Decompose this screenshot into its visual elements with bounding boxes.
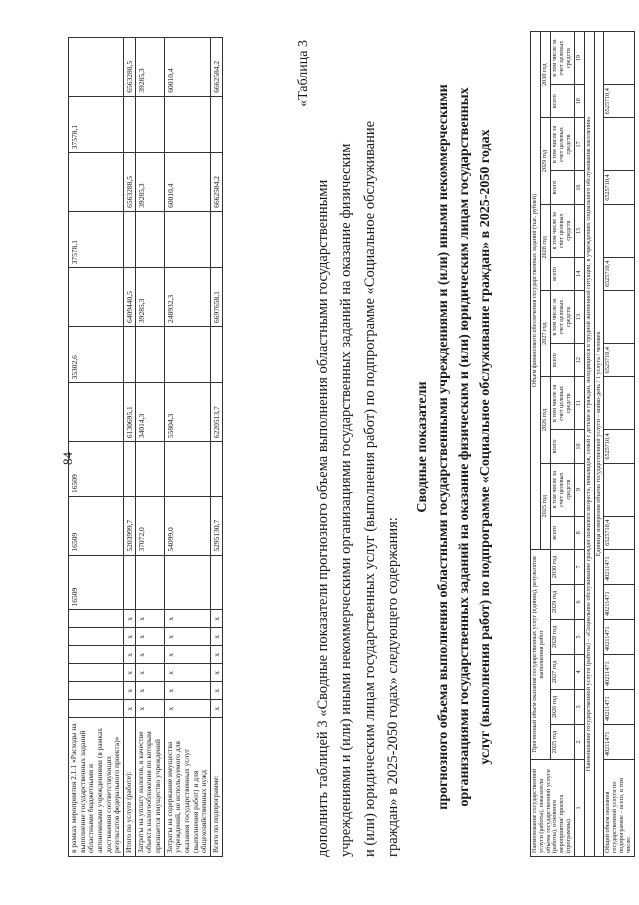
column-number: 4 — [574, 654, 584, 689]
sub-header: всего — [550, 430, 574, 463]
sub-header: всего — [550, 257, 574, 290]
value-cell: 54099,0 — [164, 496, 210, 555]
sub-header: в том числе за счет целевых средств — [550, 291, 574, 344]
year-header: 2030 год — [550, 549, 574, 584]
value-cell — [123, 211, 135, 267]
value-cell — [164, 327, 210, 383]
value-cell — [135, 327, 164, 383]
value-cell: 39285,3 — [135, 38, 164, 97]
value-cell — [123, 327, 135, 383]
summary-table — [530, 31, 635, 857]
value-cell — [69, 153, 124, 212]
value-cell: 34014,3 — [135, 383, 164, 442]
value-cell — [135, 96, 164, 152]
x-cell: x — [164, 664, 210, 682]
value-cell: 40211471 — [604, 619, 634, 654]
x-cell — [69, 646, 124, 664]
value-cell: 6220513,7 — [210, 383, 222, 442]
x-cell: x — [135, 664, 164, 682]
x-cell — [69, 628, 124, 646]
year-header: 2028 год — [540, 204, 550, 290]
x-cell: x — [123, 610, 135, 628]
value-cell — [123, 96, 135, 152]
row-name-cell: Затраты на уплату налогов, в качестве объекта налогообложения по которым признается имущество учреждений — [135, 718, 164, 857]
x-cell: x — [135, 628, 164, 646]
finance-header: Объем финансового обеспечения государственных заданий (тыс. рублей) — [531, 32, 541, 550]
value-cell: 6563288,5 — [123, 153, 135, 212]
value-cell: 6525710,4 — [604, 85, 634, 118]
table-title — [412, 37, 496, 857]
value-cell — [123, 442, 135, 497]
value-cell — [69, 38, 124, 97]
value-cell: 35302,6 — [69, 327, 124, 383]
table-row — [594, 32, 604, 857]
intro-line: и (или) юридическим лицам государственных услуг (выполнения работ) по подпрограмме «Социальное обслуживание — [361, 120, 378, 857]
page-number: 84 — [60, 452, 75, 465]
year-header: 2029 год — [550, 584, 574, 619]
sub-header: всего — [550, 344, 574, 377]
sub-header: в том числе за счет целевых средств — [550, 204, 574, 257]
title-line: прогнозного объема выполнения областными государственными учреждениями и (или) иными некоммерческими — [436, 84, 451, 810]
value-cell: 6662584,2 — [210, 153, 222, 212]
x-cell: x — [164, 646, 210, 664]
year-header: 2025 год — [550, 724, 574, 759]
value-cell — [604, 32, 634, 85]
column-number: 11 — [574, 377, 584, 430]
column-number: 14 — [574, 257, 584, 290]
value-cell: 248932,3 — [164, 268, 210, 327]
x-cell — [69, 682, 124, 700]
value-cell — [164, 442, 210, 497]
sub-header: в том числе за счет целевых средств — [550, 463, 574, 516]
value-cell: 39285,3 — [135, 153, 164, 212]
year-header: 2025 год — [540, 463, 550, 549]
value-cell: 6563288,5 — [123, 38, 135, 97]
value-cell: 6409440,5 — [123, 268, 135, 327]
value-cell: 40211471 — [604, 584, 634, 619]
column-number: 13 — [574, 291, 584, 344]
value-cell — [604, 118, 634, 171]
x-cell: x — [123, 646, 135, 664]
table-row — [69, 38, 124, 857]
column-number: 7 — [574, 549, 584, 584]
column-number: 16 — [574, 171, 584, 204]
value-cell: 5295130,7 — [210, 496, 222, 555]
x-cell: x — [210, 700, 222, 718]
value-cell — [604, 204, 634, 257]
x-cell: x — [164, 610, 210, 628]
x-cell: x — [210, 682, 222, 700]
column-number: 2 — [574, 724, 584, 759]
row-name-cell: Затраты на содержание имущества учреждений, не используемого для оказания государственных услуг (выполнения работ) и для общехозяйственных нужд — [164, 718, 210, 857]
x-cell: x — [164, 628, 210, 646]
intro-line: учреждениями и (или) иными некоммерческими организациями государственных заданий на оказание физическим — [338, 143, 355, 857]
column-number: 12 — [574, 344, 584, 377]
value-cell: 16509 — [69, 555, 124, 610]
intro-paragraph — [312, 37, 406, 857]
value-cell: 40211471 — [604, 654, 634, 689]
year-header: 2026 год — [550, 689, 574, 724]
value-cell: 37072,0 — [135, 496, 164, 555]
value-cell — [164, 555, 210, 610]
column-number: 3 — [574, 689, 584, 724]
intro-line: граждан» в 2025-2050 годах» следующего содержания: — [385, 517, 402, 857]
header-row — [531, 32, 541, 857]
table-row — [123, 38, 135, 857]
row-name-cell: Всего по подпрограмме: — [210, 718, 222, 857]
value-cell — [135, 442, 164, 497]
value-cell: 6525710,4 — [604, 257, 634, 290]
value-cell — [210, 96, 222, 152]
column-number: 10 — [574, 430, 584, 463]
header-row — [550, 32, 574, 857]
value-cell: 40211471 — [604, 724, 634, 759]
column-number: 9 — [574, 463, 584, 516]
value-cell: 60010,4 — [164, 38, 210, 97]
table-row — [210, 38, 222, 857]
value-cell: 40211471 — [604, 549, 634, 584]
unit-row: Единица измерения объема государственной услуги – койко-день / 1 услуга / человек — [594, 32, 604, 857]
column-number: 5 — [574, 619, 584, 654]
x-cell: x — [210, 646, 222, 664]
value-cell: 16509 — [69, 442, 124, 497]
sub-header: в том числе за счет целевых средств — [550, 377, 574, 430]
value-cell — [210, 327, 222, 383]
row-name-cell: в рамках мероприятия 2.1.1 «Расходы на выполнение государственных заданий областными бюджетными и автономными учреждениями (в рамках достижения соответствующих результатов федерального проекта)» — [69, 718, 124, 857]
year-header: 2027 год — [550, 654, 574, 689]
value-cell — [135, 555, 164, 610]
year-header: 2027 год — [540, 291, 550, 377]
column-number: 19 — [574, 32, 584, 85]
table-row — [584, 32, 594, 857]
column-number: 17 — [574, 118, 584, 171]
sub-header: всего — [550, 85, 574, 118]
table-row — [135, 38, 164, 857]
sub-header: всего — [550, 171, 574, 204]
value-cell: 40211471 — [604, 689, 634, 724]
table-label: «Таблица 3 — [296, 40, 311, 107]
value-cell: 5203999,7 — [123, 496, 135, 555]
value-cell — [164, 96, 210, 152]
value-cell: 6697658,1 — [210, 268, 222, 327]
intro-line: дополнить таблицей 3 «Сводные показатели прогнозного объема выполнения областными государственными — [315, 179, 331, 857]
x-cell — [69, 700, 124, 718]
value-cell: 6662584,2 — [210, 38, 222, 97]
x-cell: x — [123, 664, 135, 682]
value-cell — [210, 555, 222, 610]
x-cell — [69, 664, 124, 682]
year-header: 2026 год — [540, 377, 550, 463]
volume-header: Прогнозный объем оказания государственных услуг (единиц), результатов выполнения работ — [531, 549, 551, 759]
x-cell: x — [135, 610, 164, 628]
value-cell: 16509 — [69, 496, 124, 555]
value-cell — [135, 211, 164, 267]
value-cell — [604, 291, 634, 344]
x-cell: x — [135, 682, 164, 700]
column-number: 6 — [574, 584, 584, 619]
value-cell: 39285,3 — [135, 268, 164, 327]
value-cell: 6130695,1 — [123, 383, 135, 442]
value-cell: 37578,1 — [69, 211, 124, 267]
x-cell: x — [123, 628, 135, 646]
value-cell: 55804,3 — [164, 383, 210, 442]
column-number: 1 — [574, 760, 584, 857]
row-name-cell: Итого по услуге (работе): — [123, 718, 135, 857]
value-cell — [123, 555, 135, 610]
column-number: 15 — [574, 204, 584, 257]
x-cell — [69, 610, 124, 628]
year-header: 2029 год — [540, 118, 550, 204]
x-cell: x — [164, 682, 210, 700]
column-number: 8 — [574, 516, 584, 549]
x-cell: x — [210, 664, 222, 682]
col-name-header: Наименование государственной услуги (работы), показателя объема государственной услуги (работы), основного мероприятия/ проекта (программы) — [531, 760, 575, 857]
value-cell: 6525710,4 — [604, 344, 634, 377]
table-row — [604, 32, 634, 857]
title-line: Сводные показатели — [415, 381, 430, 513]
title-line: услуг (выполнения работ) по подпрограмме «Социальное обслуживание граждан» в 2025-2050 годах — [478, 129, 493, 765]
title-line: организациями государственных заданий на оказание физическим и (или) юридическим лицам государственных — [457, 87, 472, 807]
value-cell — [210, 211, 222, 267]
value-cell: 6525710,4 — [604, 430, 634, 463]
row-name-cell: Общий объем оказания государственной услуги по подпрограмме – всего, в том числе: — [604, 760, 634, 857]
value-cell: 60010,4 — [164, 153, 210, 212]
column-number-row — [574, 32, 584, 857]
year-header: 2030 год — [540, 32, 550, 118]
value-cell: 37578,1 — [69, 96, 124, 152]
value-cell — [604, 463, 634, 516]
x-cell: x — [210, 610, 222, 628]
table-row — [164, 38, 210, 857]
x-cell: x — [123, 682, 135, 700]
value-cell — [210, 442, 222, 497]
value-cell — [604, 377, 634, 430]
x-cell: x — [135, 700, 164, 718]
value-cell — [69, 268, 124, 327]
sub-header: в том числе за счет целевых средств — [550, 118, 574, 171]
value-cell: 6525710,4 — [604, 171, 634, 204]
sub-header: всего — [550, 516, 574, 549]
x-cell: x — [210, 628, 222, 646]
sub-header: в том числе за счет целевых средств — [550, 32, 574, 85]
year-header: 2028 год — [550, 619, 574, 654]
value-cell — [164, 211, 210, 267]
x-cell: x — [123, 700, 135, 718]
value-cell: 6525710,4 — [604, 516, 634, 549]
x-cell: x — [135, 646, 164, 664]
service-name-row: Наименование государственной услуги (работы) – «Социальное обслуживание граждан пожилого возраста, инвалидов, семей с детьми и граждан, находящихся в трудной жизненной ситуации, в учреждениях социального обслуживания населения» — [584, 32, 594, 857]
value-cell — [69, 383, 124, 442]
continuation-table — [68, 37, 223, 857]
x-cell: x — [164, 700, 210, 718]
column-number: 18 — [574, 85, 584, 118]
